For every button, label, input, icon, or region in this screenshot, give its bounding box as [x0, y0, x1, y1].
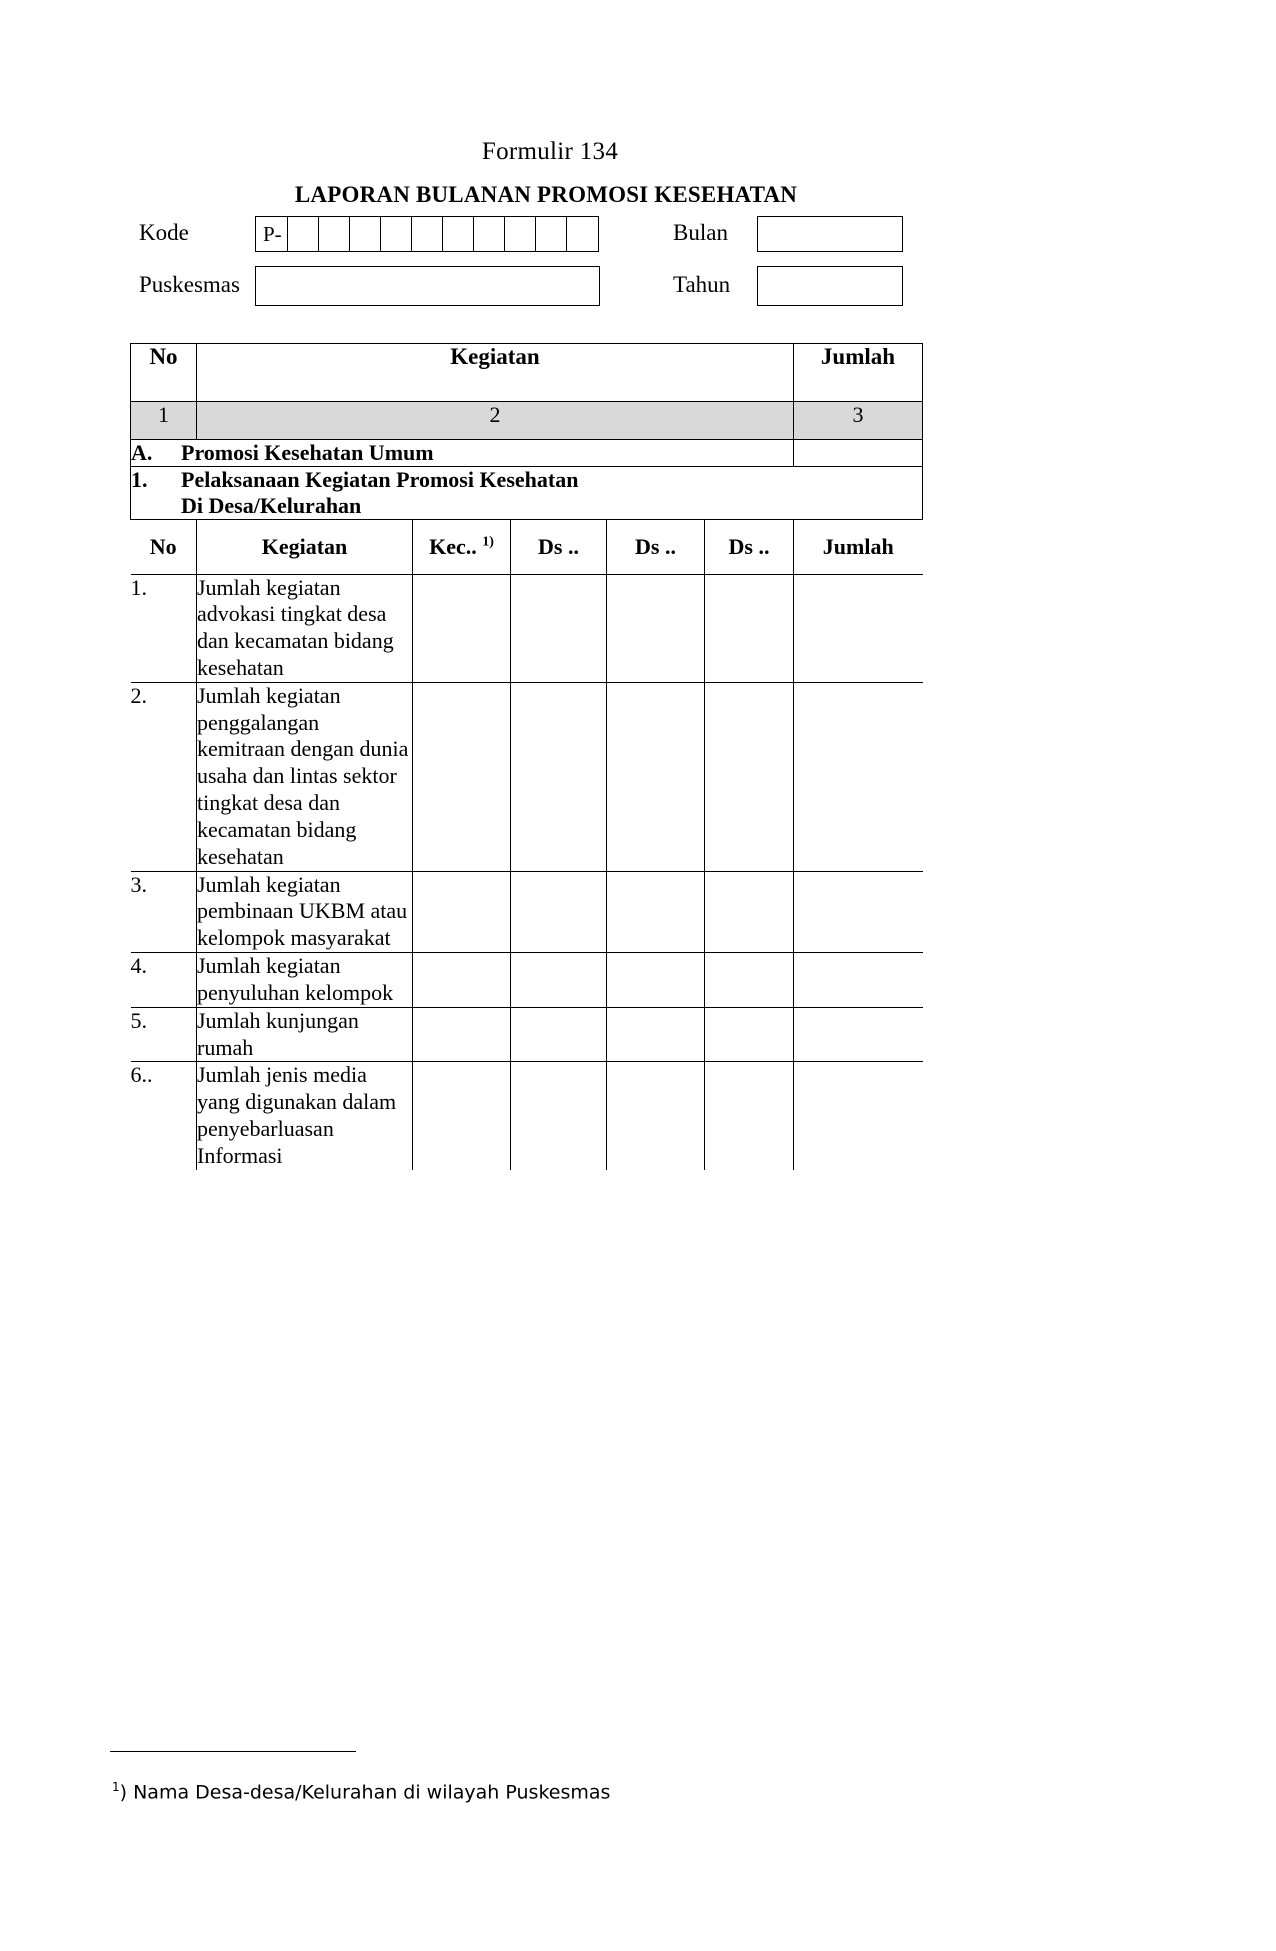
- section-1-row: [131, 467, 923, 520]
- col-number-3: 3: [794, 402, 923, 440]
- detail-row-kecamatan-input[interactable]: [413, 682, 511, 871]
- detail-row-number: 6..: [131, 1062, 197, 1170]
- tahun-input[interactable]: [757, 266, 903, 306]
- detail-row-desa2-input[interactable]: [607, 1007, 705, 1062]
- detail-row-number: 5.: [131, 1007, 197, 1062]
- section-1-cell: [131, 467, 923, 520]
- detail-row-activity: Jumlah kunjungan rumah: [197, 1007, 413, 1062]
- kode-cell-2[interactable]: [319, 217, 350, 251]
- detail-header-no: No: [131, 520, 197, 574]
- puskesmas-label: Puskesmas: [139, 272, 240, 297]
- detail-header-kec-text: Kec..: [429, 533, 477, 559]
- footnote-marker-kec: 1): [482, 534, 494, 550]
- main-table: [130, 343, 923, 1170]
- detail-row-desa1-input[interactable]: [511, 1007, 607, 1062]
- detail-row-kecamatan-input[interactable]: [413, 953, 511, 1008]
- detail-header-kegiatan: Kegiatan: [197, 520, 413, 574]
- section-1-label: [181, 467, 578, 519]
- bulan-input[interactable]: [757, 216, 903, 252]
- kode-cell-7[interactable]: [474, 217, 505, 251]
- detail-row-activity: Jumlah kegiatan advokasi tingkat desa dan kecamatan bidang kesehatan: [197, 574, 413, 682]
- detail-row-desa3-input[interactable]: [705, 574, 794, 682]
- detail-row-desa1-input[interactable]: [511, 682, 607, 871]
- tahun-label: Tahun: [673, 272, 731, 297]
- table-row: [131, 871, 923, 952]
- table-row: [131, 574, 923, 682]
- detail-row-number: 3.: [131, 871, 197, 952]
- table-row: [131, 953, 923, 1008]
- detail-row-jumlah-input[interactable]: [794, 682, 923, 871]
- detail-row-kecamatan-input[interactable]: [413, 574, 511, 682]
- detail-row-activity: Jumlah kegiatan pembinaan UKBM atau kelompok masyarakat: [197, 871, 413, 952]
- section-a-number: A.: [131, 440, 153, 465]
- detail-row-kecamatan-input[interactable]: [413, 1062, 511, 1170]
- detail-row-desa1-input[interactable]: [511, 871, 607, 952]
- detail-row-number: 1.: [131, 574, 197, 682]
- kode-cell-6[interactable]: [443, 217, 474, 251]
- col-number-1: 1: [131, 402, 197, 440]
- section-a-label: Promosi Kesehatan Umum: [181, 440, 434, 465]
- kode-cell-5[interactable]: [412, 217, 443, 251]
- detail-row-desa2-input[interactable]: [607, 953, 705, 1008]
- detail-table: [131, 520, 923, 1170]
- main-header-jumlah: Jumlah: [794, 344, 923, 402]
- kode-cell-8[interactable]: [505, 217, 536, 251]
- detail-header-desa-1: Ds ..: [511, 520, 607, 574]
- form-number: Formulir 134: [481, 138, 619, 165]
- detail-row-number: 4.: [131, 953, 197, 1008]
- detail-row-desa1-input[interactable]: [511, 1062, 607, 1170]
- bulan-label: Bulan: [673, 220, 728, 245]
- column-number-row: [131, 402, 923, 440]
- kode-cell-3[interactable]: [350, 217, 381, 251]
- detail-row-desa2-input[interactable]: [607, 574, 705, 682]
- section-a-jumlah-input[interactable]: [794, 440, 923, 467]
- detail-row-kecamatan-input[interactable]: [413, 1007, 511, 1062]
- kode-cell-9[interactable]: [536, 217, 567, 251]
- detail-row-jumlah-input[interactable]: [794, 871, 923, 952]
- section-a-cell: [131, 440, 794, 467]
- detail-row-desa2-input[interactable]: [607, 1062, 705, 1170]
- detail-row-desa3-input[interactable]: [705, 871, 794, 952]
- detail-row-desa3-input[interactable]: [705, 682, 794, 871]
- detail-row-desa3-input[interactable]: [705, 953, 794, 1008]
- footnote-divider: [110, 1751, 356, 1752]
- table-row: [131, 1062, 923, 1170]
- detail-header-jumlah: Jumlah: [794, 520, 923, 574]
- footnote: [112, 1780, 610, 1803]
- detail-header-kecamatan: [413, 520, 511, 574]
- detail-row-number: 2.: [131, 682, 197, 871]
- detail-row-desa3-input[interactable]: [705, 1007, 794, 1062]
- table-row: [131, 682, 923, 871]
- detail-row-jumlah-input[interactable]: [794, 574, 923, 682]
- kode-cell-4[interactable]: [381, 217, 412, 251]
- table-row: [131, 1007, 923, 1062]
- detail-row-desa1-input[interactable]: [511, 574, 607, 682]
- puskesmas-input[interactable]: [255, 266, 600, 306]
- detail-row-desa2-input[interactable]: [607, 682, 705, 871]
- detail-row-desa1-input[interactable]: [511, 953, 607, 1008]
- sub-table-row: [131, 520, 923, 1170]
- detail-header-row: [131, 520, 923, 574]
- detail-row-kecamatan-input[interactable]: [413, 871, 511, 952]
- detail-header-desa-3: Ds ..: [705, 520, 794, 574]
- section-1-line1: Pelaksanaan Kegiatan Promosi Kesehatan: [181, 467, 579, 492]
- detail-row-jumlah-input[interactable]: [794, 1007, 923, 1062]
- detail-row-desa2-input[interactable]: [607, 871, 705, 952]
- main-header-kegiatan: Kegiatan: [197, 344, 794, 402]
- detail-row-activity: Jumlah kegiatan penggalangan kemitraan dengan dunia usaha dan lintas sektor tingkat desa dan kecamatan bidang kesehatan: [197, 682, 413, 871]
- detail-header-desa-2: Ds ..: [607, 520, 705, 574]
- section-1-line2: Di Desa/Kelurahan: [181, 493, 362, 518]
- kode-label: Kode: [139, 220, 189, 245]
- detail-row-activity: Jumlah jenis media yang digunakan dalam penyebarluasan Informasi: [197, 1062, 413, 1170]
- section-a-row: [131, 440, 923, 467]
- main-header-row: [131, 344, 923, 402]
- kode-input-boxes[interactable]: [255, 216, 599, 252]
- detail-row-desa3-input[interactable]: [705, 1062, 794, 1170]
- sub-table-wrapper: [131, 520, 923, 1170]
- section-1-number: 1.: [131, 467, 148, 492]
- detail-row-activity: Jumlah kegiatan penyuluhan kelompok: [197, 953, 413, 1008]
- kode-prefix: P-: [256, 217, 288, 251]
- page-title: LAPORAN BULANAN PROMOSI KESEHATAN: [294, 182, 798, 207]
- kode-cell-10[interactable]: [567, 217, 598, 251]
- main-header-no: No: [131, 344, 197, 402]
- detail-row-jumlah-input[interactable]: [794, 1062, 923, 1170]
- kode-cell-1[interactable]: [288, 217, 319, 251]
- col-number-2: 2: [197, 402, 794, 440]
- footnote-marker: 1: [112, 1780, 120, 1794]
- detail-row-jumlah-input[interactable]: [794, 953, 923, 1008]
- footnote-text: ) Nama Desa-desa/Kelurahan di wilayah Puskesmas: [119, 1781, 611, 1804]
